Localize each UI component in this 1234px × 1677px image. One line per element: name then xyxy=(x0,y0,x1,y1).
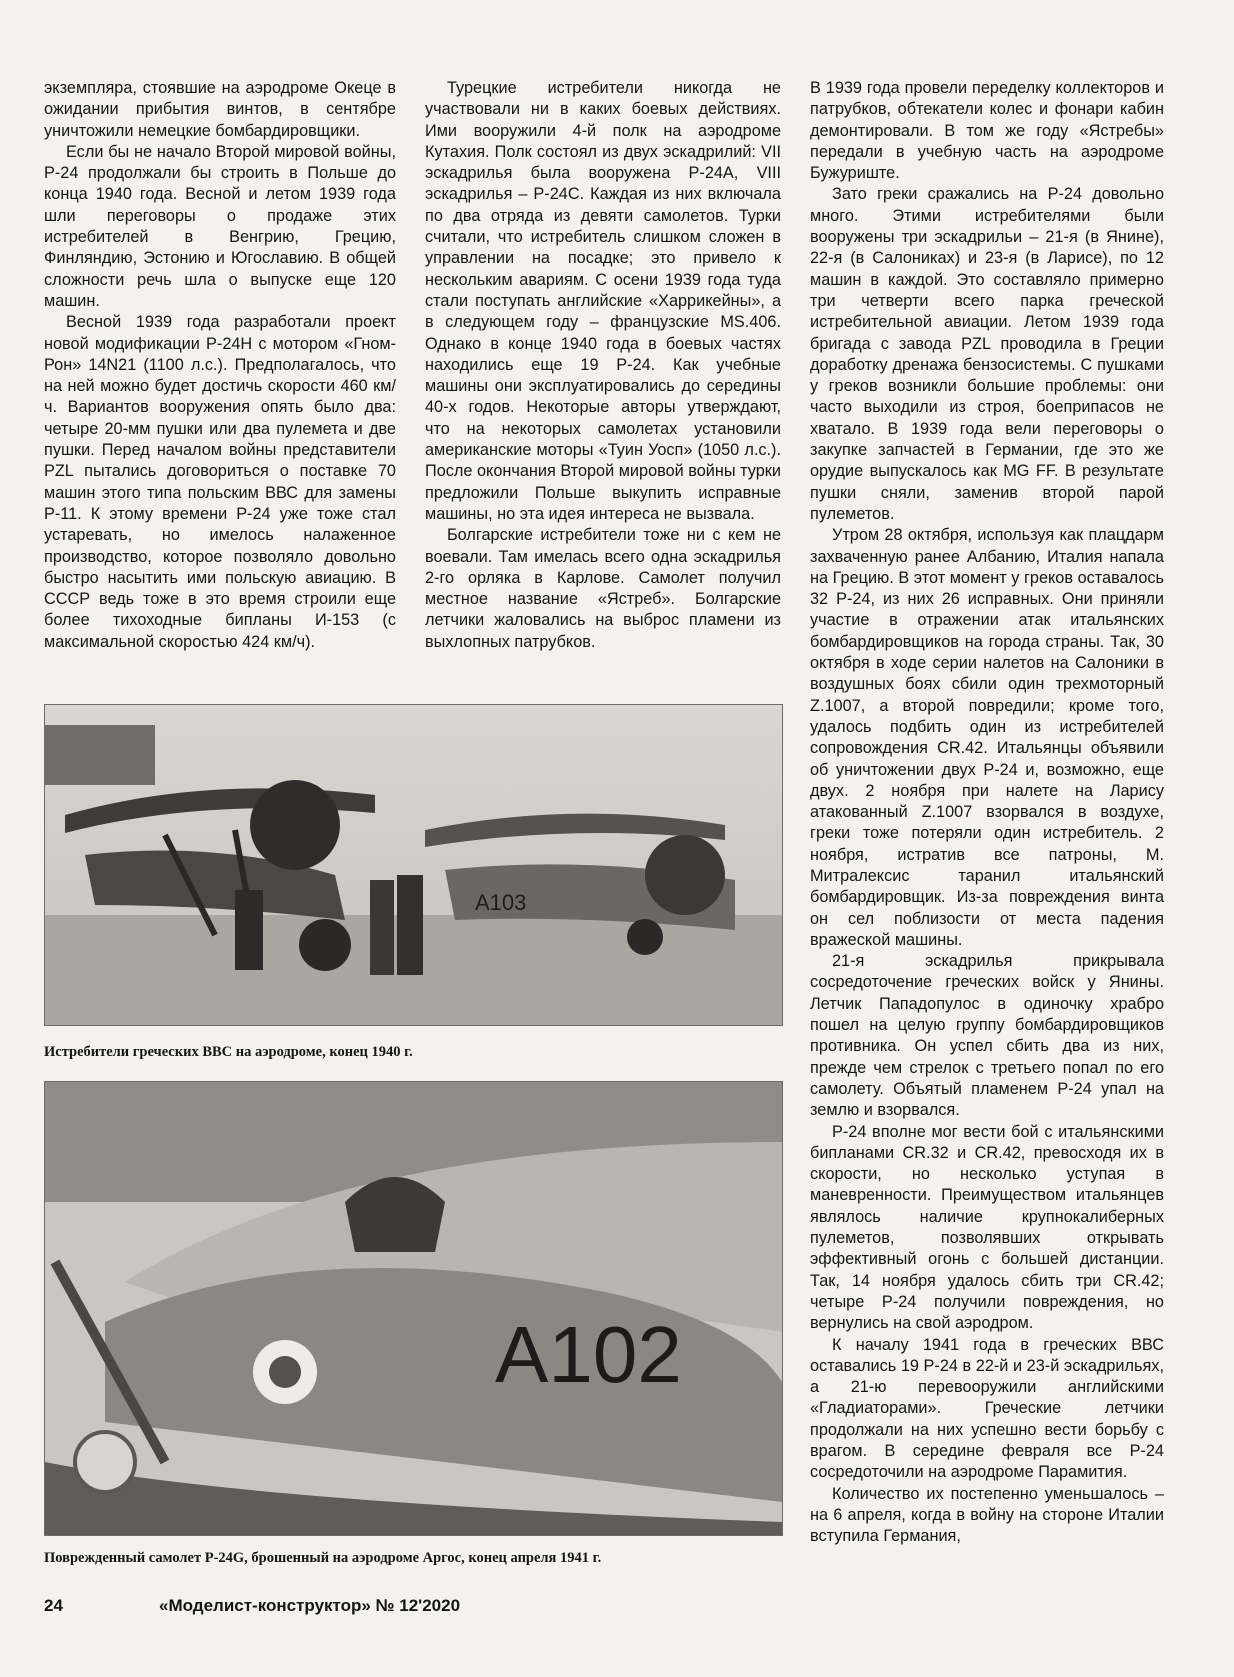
paragraph: К началу 1941 года в греческих ВВС оставались 19 Р-24 в 22-й и 23-й эскадрильях, а 21-ю перевооружили английскими «Гладиаторами». Греческие летчики продолжали на них успешно вести борьбу с врагом. В середине февраля все Р-24 сосредоточили на аэродроме Парамития. xyxy=(810,1335,1164,1482)
magazine-title: «Моделист-конструктор» № 12'2020 xyxy=(159,1596,461,1615)
photo-damaged-p24g xyxy=(44,1081,783,1536)
paragraph: Турецкие истребители никогда не участвовали ни в каких боевых действиях. Ими вооружили 4-й полк на аэродроме Кутахия. Полк состоял из двух эскадрилий: VII эскадрилья была вооружена Р-24А, VIII эскадрилья – Р-24С. Каждая из них включала по два отряда из девяти самолетов. Турки считали, что истребитель слишком сложен в управлении на посадке; это привело к нескольким авариям. С осени 1939 года туда стали поступать английские «Харрикейны», а в следующем году – французские MS.406. Однако в конце 1940 года в боевых частях находились еще 19 Р-24. Как учебные машины они эксплуатировались до середины 40-х годов. Некоторые авторы утверждают, что на некоторых самолетах установили американские моторы «Туин Уосп» (1050 л.с.). После окончания Второй мировой войны турки предложили Польше выкупить исправные машины, но эта идея интереса не вызвала. xyxy=(425,79,781,523)
photo-illustration xyxy=(45,705,782,1025)
text-column-2 xyxy=(425,78,781,653)
photo-caption-1: Истребители греческих ВВС на аэродроме, конец 1940 г. xyxy=(44,1044,413,1060)
aircraft-marking: A102 xyxy=(495,1310,682,1399)
paragraph: экземпляра, стоявшие на аэродроме Океце в ожидании прибытия винтов, в сентябре уничтожили немецкие бомбардировщики. xyxy=(44,79,396,140)
paragraph: Весной 1939 года разработали проект новой модификации Р-24Н с мотором «Гном-Рон» 14N21 (1100 л.с.). Предполагалось, что на ней можно будет достичь скорости 460 км/ч. Вариантов вооружения опять было два: четыре 20-мм пушки или два пулемета и две пушки. Перед началом войны представители PZL пытались договориться о поставке 70 машин этого типа польским ВВС для замены Р-11. К этому времени Р-24 уже тоже стал устаревать, но имелось налаженное производство, которое позволяло довольно быстро насытить ими польскую авиацию. В СССР ведь тоже в это время строили еще более тихоходные бипланы И-153 (с максимальной скоростью 424 км/ч). xyxy=(44,313,396,651)
paragraph: 21-я эскадрилья прикрывала сосредоточение греческих войск у Янины. Летчик Пападопулос в одиночку храбро пошел на целую группу бомбардировщиков противника. Он успел сбить два из них, прежде чем стрелок с третьего попал по его самолету. Объятый пламенем Р-24 упал на землю и взорвался. xyxy=(810,952,1164,1120)
aircraft-marking: A103 xyxy=(475,890,527,915)
paragraph: Зато греки сражались на Р-24 довольно много. Этими истребителями были вооружены три эскадрильи – 21-я (в Янине), 22-я (в Салониках) и 23-я (в Ларисе), по 12 машин в каждой. Это составляло примерно три четверти всего парка греческой истребительной авиации. Летом 1939 года бригада с завода PZL проводила в Греции доработку дренажа бензосистемы. С пушками у греков возникли большие проблемы: они часто выходили из строя, боеприпасов не хватало. В 1939 года вели переговоры о закупке запчастей в Германии, где это же орудие выпускалось как MG FF. В результате пушки сняли, заменив второй парой пулеметов. xyxy=(810,185,1164,523)
photo-illustration xyxy=(45,1082,782,1535)
paragraph: Количество их постепенно уменьшалось – на 6 апреля, когда в войну на стороне Италии вступила Германия, xyxy=(810,1484,1164,1546)
text-column-1 xyxy=(44,78,396,653)
photo-greek-fighters-airfield xyxy=(44,704,783,1026)
paragraph: Если бы не начало Второй мировой войны, Р-24 продолжали бы строить в Польше до конца 1940 года. Весной и летом 1939 года шли переговоры о продаже этих истребителей в Венгрию, Грецию, Финляндию, Эстонию и Югославию. В общей сложности речь шла о выпуске еще 120 машин. xyxy=(44,142,396,310)
paragraph: В 1939 года провели переделку коллекторов и патрубков, обтекатели колес и фонари кабин демонтировали. В том же году «Ястребы» передали в учебную часть на аэродроме Бужуриште. xyxy=(810,79,1164,183)
photo-caption-2: Поврежденный самолет Р-24G, брошенный на аэродроме Аргос, конец апреля 1941 г. xyxy=(44,1550,602,1566)
paragraph: Утром 28 октября, используя как плацдарм захваченную ранее Албанию, Италия напала на Грецию. В этот момент у греков оставалось 32 Р-24, из них 26 исправных. Они приняли участие в отражении атак итальянских бомбардировщиков на города страны. Так, 30 октября в ходе серии налетов на Салоники в воздушных боях сбили один трехмоторный Z.1007, а второй повредили; кроме того, удалось подбить один из истребителей сопровождения CR.42. Итальянцы объявили об уничтожении двух Р-24 и, возможно, еще двух. 2 ноября при налете на Ларису атакованный Z.1007 взорвался в воздухе, греки тоже потеряли один истребитель. 2 ноября, истратив все патроны, М. Митралексис таранил итальянский бомбардировщик. Из-за повреждения винта он сел поблизости от места падения вражеской машины. xyxy=(810,526,1164,949)
text-column-3 xyxy=(810,78,1164,1547)
page-number: 24 xyxy=(44,1596,63,1615)
page-footer xyxy=(44,1596,460,1616)
paragraph: Р-24 вполне мог вести бой с итальянскими бипланами CR.32 и CR.42, превосходя их в скорости, но несколько уступая в маневренности. Преимуществом итальянцев являлось наличие крупнокалиберных пулеметов, позволявших открывать эффективный огонь с большей дистанции. Так, 14 ноября удалось сбить три CR.42; четыре Р-24 получили повреждения, но вернулись на свой аэродром. xyxy=(810,1122,1164,1333)
paragraph: Болгарские истребители тоже ни с кем не воевали. Там имелась всего одна эскадрилья 2-го орляка в Карлове. Самолет получил местное название «Ястреб». Болгарские летчики жаловались на выброс пламени из выхлопных патрубков. xyxy=(425,526,781,651)
